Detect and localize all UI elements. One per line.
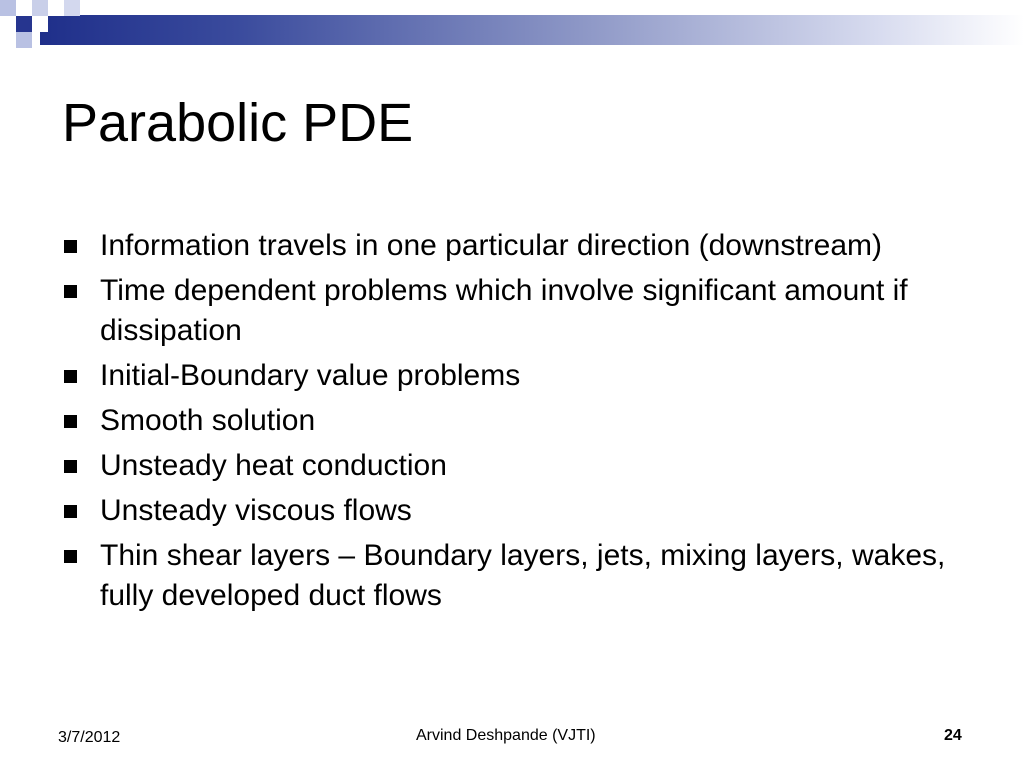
bullet-item [62, 226, 962, 266]
footer-author: Arvind Deshpande (VJTI) [416, 727, 596, 744]
bullet-text: Information travels in one particular direction (downstream) [100, 229, 883, 262]
footer-date: 3/7/2012 [58, 729, 121, 746]
bullet-text: Smooth solution [100, 404, 316, 437]
square-bullet-icon [64, 415, 77, 428]
band-gradient [40, 15, 1024, 45]
decor-square [32, 16, 48, 32]
decor-square [0, 0, 16, 16]
bullet-item [62, 356, 962, 396]
bullet-text: Initial-Boundary value problems [100, 359, 521, 392]
top-decorative-band [0, 0, 1024, 48]
bullet-item [62, 401, 962, 441]
decor-square [0, 32, 16, 48]
bullet-item [62, 536, 962, 616]
bullet-item [62, 271, 962, 351]
bullet-list [62, 226, 962, 621]
square-bullet-icon [64, 285, 77, 298]
square-bullet-icon [64, 460, 77, 473]
square-bullet-icon [64, 550, 77, 563]
decor-square [32, 0, 48, 16]
decor-square [64, 0, 80, 16]
square-bullet-icon [64, 505, 77, 518]
bullet-item [62, 491, 962, 531]
page-number: 24 [944, 727, 962, 744]
decor-square [16, 32, 32, 48]
decor-square [48, 0, 64, 16]
decor-square [16, 0, 32, 16]
square-bullet-icon [64, 370, 77, 383]
bullet-text: Unsteady viscous flows [100, 494, 412, 527]
square-bullet-icon [64, 240, 77, 253]
decor-square [16, 16, 32, 32]
slide-title: Parabolic PDE [62, 93, 414, 153]
bullet-text: Unsteady heat conduction [100, 449, 447, 482]
bullet-text: Time dependent problems which involve significant amount if dissipation [100, 274, 908, 347]
decor-square [0, 16, 16, 32]
bullet-item [62, 446, 962, 486]
bullet-text: Thin shear layers – Boundary layers, jets, mixing layers, wakes, fully developed duct flows [100, 539, 946, 612]
